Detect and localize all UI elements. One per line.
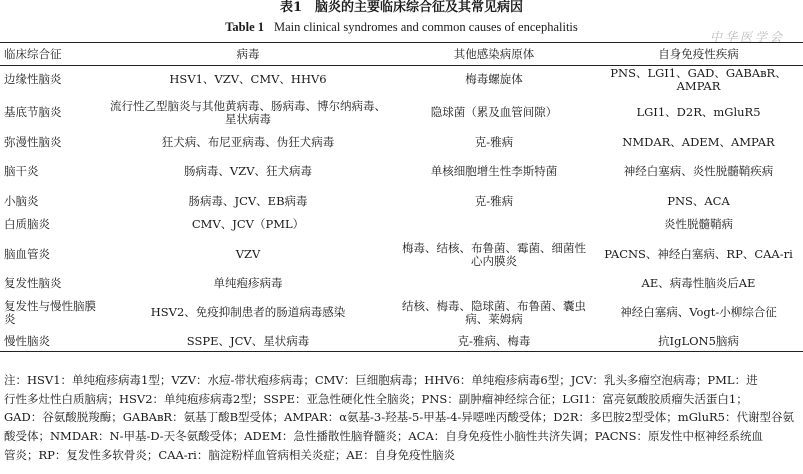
autoimmune-cell: NMDAR、ADEM、AMPAR	[622, 135, 775, 149]
syndrome-cell: 弥漫性脑炎	[4, 135, 62, 149]
autoimmune-cell: 炎性脱髓鞘病	[664, 217, 733, 231]
table-row	[0, 190, 803, 214]
syndromes-table	[0, 42, 803, 352]
virus-cell: CMV、JCV（PML）	[191, 217, 305, 231]
footnote-line: 酸受体；NMDAR：N-甲基-D-天冬氨酸受体；ADEM：急性播散性脑脊髓炎；ACA：自身免疫性小脑性共济失调；PACNS：原发性中枢神经系统血	[4, 429, 763, 444]
table-title-english	[0, 20, 803, 35]
autoimmune-cell: AE、病毒性脑炎后AE	[641, 276, 756, 290]
syndrome-cell: 脑干炎	[4, 164, 39, 178]
table-title-english-text: Main clinical syndromes and common causes of encephalitis	[274, 20, 578, 34]
header-virus: 病毒	[102, 43, 394, 66]
virus-cell: 狂犬病、布尼亚病毒、伪狂犬病毒	[161, 135, 335, 149]
table-row	[0, 66, 803, 94]
virus-cell: 流行性乙型脑炎与其他黄病毒、肠病毒、博尔纳病毒、星状病毒	[110, 98, 386, 126]
table-row	[0, 214, 803, 236]
virus-cell: 肠病毒、VZV、狂犬病毒	[183, 164, 313, 178]
other-pathogen-cell: 结核、梅毒、隐球菌、布鲁菌、囊虫病、莱姆病	[402, 298, 586, 326]
syndrome-cell: 边缘性脑炎	[4, 72, 62, 87]
other-pathogen-cell: 克-雅病、梅毒	[394, 332, 594, 352]
other-pathogen-cell: 隐球菌（累及血管间隙）	[430, 105, 558, 119]
autoimmune-cell: PNS、LGI1、GAD、GABAʙR、AMPAR	[610, 65, 787, 93]
autoimmune-cell: PACNS、神经白塞病、RP、CAA-ri	[604, 247, 793, 261]
virus-cell: SSPE、JCV、星状病毒	[102, 332, 394, 352]
virus-cell: HSV1、VZV、CMV、HHV6	[169, 72, 327, 87]
virus-cell: 肠病毒、JCV、EB病毒	[188, 194, 308, 208]
virus-cell: 单纯疱疹病毒	[213, 276, 283, 290]
autoimmune-cell: 抗IgLON5脑病	[594, 332, 803, 352]
syndrome-cell: 基底节脑炎	[4, 105, 62, 119]
other-pathogen-cell: 单核细胞增生性李斯特菌	[430, 164, 558, 178]
header-autoimmune: 自身免疫性疾病	[594, 43, 803, 66]
table-row	[0, 236, 803, 274]
autoimmune-cell: 神经白塞病、Vogt-小柳综合征	[620, 305, 777, 319]
footnote-line: GAD：谷氨酸脱羧酶；GABAʙR：氨基丁酸B型受体；AMPAR：α氨基-3-羟基-5-甲基-4-异噁唑丙酸受体；D2R：多巴胺2型受体；mGluR5：代谢型谷氨	[4, 410, 794, 425]
syndrome-cell: 复发性脑炎	[4, 276, 62, 290]
footnote-line: 行性多灶性白质脑病；HSV2：单纯疱疹病毒2型；SSPE：亚急性硬化性全脑炎；PNS：副肿瘤神经综合征；LGI1：富亮氨酸胶质瘤失活蛋白1；	[4, 391, 748, 406]
syndrome-cell: 脑血管炎	[4, 247, 50, 261]
table-row	[0, 332, 803, 352]
virus-cell: HSV2、免疫抑制患者的肠道病毒感染	[150, 305, 346, 319]
autoimmune-cell: 神经白塞病、炎性脱髓鞘疾病	[623, 164, 774, 178]
syndrome-cell: 小脑炎	[4, 194, 39, 208]
other-pathogen-cell: 克-雅病	[474, 194, 514, 208]
table-row	[0, 94, 803, 132]
table-row	[0, 154, 803, 190]
other-pathogen-cell	[394, 274, 594, 294]
syndrome-cell: 慢性脑炎	[0, 332, 102, 352]
watermark-logo: 中华医学会	[709, 30, 785, 44]
other-pathogen-cell: 梅毒螺旋体	[465, 72, 523, 87]
table-number: Table 1	[225, 20, 265, 34]
table-row	[0, 274, 803, 294]
syndrome-cell: 复发性与慢性脑膜炎	[4, 298, 96, 326]
virus-cell: VZV	[235, 247, 261, 261]
table-row	[0, 132, 803, 154]
table-title-chinese: 表1 脑炎的主要临床综合征及其常见病因	[279, 0, 524, 15]
other-pathogen-cell: 克-雅病	[474, 135, 514, 149]
other-pathogen-cell	[394, 214, 594, 236]
header-other-pathogens: 其他感染病原体	[394, 43, 594, 66]
other-pathogen-cell: 梅毒、结核、布鲁菌、霉菌、细菌性心内膜炎	[402, 240, 586, 268]
autoimmune-cell: LGI1、D2R、mGluR5	[636, 105, 761, 119]
table-footnotes	[4, 371, 801, 465]
table-row	[0, 294, 803, 332]
syndrome-cell: 白质脑炎	[4, 217, 50, 231]
header-row	[0, 43, 803, 66]
footnote-line: 管炎；RP：复发性多软骨炎；CAA-ri：脑淀粉样血管病相关炎症；AE：自身免疫性脑炎	[4, 447, 456, 462]
autoimmune-cell: PNS、ACA	[667, 194, 730, 208]
header-syndrome: 临床综合征	[0, 43, 102, 66]
footnote-line: 注：HSV1：单纯疱疹病毒1型；VZV：水痘-带状疱疹病毒；CMV：巨细胞病毒；HHV6：单纯疱疹病毒6型；JCV：乳头多瘤空泡病毒；PML：进	[4, 373, 758, 387]
